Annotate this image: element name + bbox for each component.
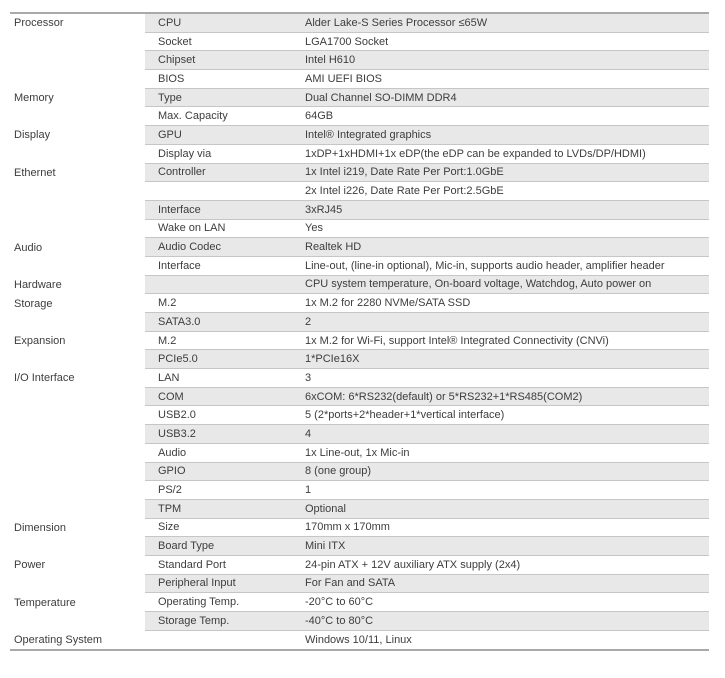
category-cell — [10, 313, 145, 332]
category-cell: Operating System — [10, 631, 145, 650]
category-cell: Memory — [10, 89, 145, 108]
spec-row — [10, 519, 709, 538]
spec-row-striped-area — [145, 575, 709, 594]
sub-item-cell: Standard Port — [158, 558, 226, 571]
spec-row-striped-area — [145, 481, 709, 500]
sub-item-cell: Interface — [158, 259, 201, 272]
spec-row-striped-area — [145, 406, 709, 425]
category-cell: Expansion — [10, 332, 145, 351]
spec-table — [10, 12, 709, 651]
spec-row-striped-area — [145, 51, 709, 70]
sub-item-cell: Board Type — [158, 540, 215, 553]
spec-row — [10, 369, 709, 388]
sub-item-cell: Peripheral Input — [158, 577, 236, 590]
category-cell — [10, 70, 145, 89]
category-cell — [10, 537, 145, 556]
value-cell: Yes — [305, 222, 323, 235]
spec-row-striped-area — [145, 107, 709, 126]
category-cell: Audio — [10, 238, 145, 257]
value-cell: 170mm x 170mm — [305, 521, 390, 534]
sub-item-cell: M.2 — [158, 334, 177, 347]
value-cell: 24-pin ATX + 12V auxiliary ATX supply (2x4) — [305, 558, 521, 571]
category-cell — [10, 406, 145, 425]
category-cell: Dimension — [10, 519, 145, 538]
sub-item-cell: PCIe5.0 — [158, 353, 198, 366]
spec-row — [10, 313, 709, 332]
spec-row-striped-area — [145, 126, 709, 145]
spec-row-striped-area — [145, 369, 709, 388]
spec-row-striped-area — [145, 425, 709, 444]
value-cell: Line-out, (line-in optional), Mic-in, supports audio header, amplifier header — [305, 259, 665, 272]
category-cell — [10, 145, 145, 164]
category-cell — [10, 107, 145, 126]
spec-row — [10, 276, 709, 295]
spec-row-striped-area — [145, 463, 709, 482]
value-cell: -20°C to 60°C — [305, 596, 374, 609]
sub-item-cell: PS/2 — [158, 484, 182, 497]
value-cell: 3 — [305, 371, 312, 384]
spec-row — [10, 332, 709, 351]
sub-item-cell: USB2.0 — [158, 409, 196, 422]
category-cell: Display — [10, 126, 145, 145]
sub-item-cell: Audio Codec — [158, 241, 221, 254]
value-cell: Mini ITX — [305, 540, 346, 553]
sub-item-cell: Display via — [158, 147, 212, 160]
value-cell: 64GB — [305, 110, 334, 123]
sub-item-cell: Audio — [158, 446, 187, 459]
value-cell: CPU system temperature, On-board voltage, Watchdog, Auto power on — [305, 278, 652, 291]
value-cell: Realtek HD — [305, 241, 362, 254]
spec-row-striped-area — [145, 350, 709, 369]
sub-item-cell: BIOS — [158, 72, 185, 85]
category-cell: Temperature — [10, 593, 145, 612]
value-cell: 1x Intel i219, Date Rate Per Port:1.0GbE — [305, 166, 504, 179]
category-cell — [10, 51, 145, 70]
spec-row — [10, 238, 709, 257]
sub-item-cell: Storage Temp. — [158, 614, 230, 627]
spec-row — [10, 425, 709, 444]
value-cell: Intel H610 — [305, 54, 356, 67]
spec-row-striped-area — [145, 238, 709, 257]
spec-row — [10, 51, 709, 70]
value-cell: 1 — [305, 484, 312, 497]
value-cell: 8 (one group) — [305, 465, 372, 478]
value-cell: -40°C to 80°C — [305, 614, 374, 627]
sub-item-cell: Wake on LAN — [158, 222, 226, 235]
spec-row-striped-area — [145, 313, 709, 332]
value-cell: AMI UEFI BIOS — [305, 72, 383, 85]
spec-row — [10, 70, 709, 89]
spec-row-striped-area — [145, 612, 709, 631]
sub-item-cell: GPU — [158, 128, 182, 141]
sub-item-cell: GPIO — [158, 465, 186, 478]
category-cell — [10, 182, 145, 201]
spec-row — [10, 126, 709, 145]
spec-row-striped-area — [145, 519, 709, 538]
category-cell — [10, 500, 145, 519]
sub-item-cell: SATA3.0 — [158, 315, 201, 328]
sub-item-cell: Max. Capacity — [158, 110, 228, 123]
value-cell: LGA1700 Socket — [305, 35, 389, 48]
spec-row — [10, 33, 709, 52]
spec-row-striped-area — [145, 182, 709, 201]
spec-row — [10, 481, 709, 500]
category-cell — [10, 257, 145, 276]
value-cell: Intel® Integrated graphics — [305, 128, 432, 141]
value-cell: Alder Lake-S Series Processor ≤65W — [305, 16, 488, 29]
spec-row — [10, 164, 709, 183]
category-cell — [10, 220, 145, 239]
spec-row-striped-area — [145, 388, 709, 407]
spec-row-striped-area — [145, 33, 709, 52]
spec-row-striped-area — [145, 593, 709, 612]
sub-item-cell: Interface — [158, 203, 201, 216]
spec-row — [10, 294, 709, 313]
spec-row-striped-area — [145, 14, 709, 33]
sub-item-cell: TPM — [158, 502, 182, 515]
spec-row — [10, 257, 709, 276]
category-cell — [10, 481, 145, 500]
spec-row-striped-area — [145, 220, 709, 239]
spec-row — [10, 556, 709, 575]
spec-row-striped-area — [145, 89, 709, 108]
spec-row — [10, 406, 709, 425]
spec-row-striped-area — [145, 276, 709, 295]
sub-item-cell: M.2 — [158, 297, 177, 310]
spec-row — [10, 612, 709, 631]
spec-row — [10, 537, 709, 556]
spec-row — [10, 107, 709, 126]
value-cell: 2x Intel i226, Date Rate Per Port:2.5GbE — [305, 185, 504, 198]
spec-row-striped-area — [145, 145, 709, 164]
sub-item-cell: CPU — [158, 16, 182, 29]
category-cell — [10, 463, 145, 482]
category-cell: Storage — [10, 294, 145, 313]
category-cell: Ethernet — [10, 164, 145, 183]
spec-row-striped-area — [145, 70, 709, 89]
spec-row — [10, 350, 709, 369]
sub-item-cell: Chipset — [158, 54, 196, 67]
sub-item-cell: Controller — [158, 166, 206, 179]
sub-item-cell: Size — [158, 521, 180, 534]
category-cell: Hardware — [10, 276, 145, 295]
spec-row — [10, 14, 709, 33]
value-cell: 4 — [305, 427, 312, 440]
spec-row-striped-area — [145, 537, 709, 556]
sub-item-cell: LAN — [158, 371, 180, 384]
category-cell — [10, 425, 145, 444]
value-cell: 1x Line-out, 1x Mic-in — [305, 446, 410, 459]
sub-item-cell: Type — [158, 91, 182, 104]
category-cell — [10, 388, 145, 407]
spec-row-striped-area — [145, 332, 709, 351]
spec-row — [10, 593, 709, 612]
value-cell: 1x M.2 for Wi-Fi, support Intel® Integrated Connectivity (CNVi) — [305, 334, 609, 347]
spec-row — [10, 145, 709, 164]
value-cell: 3xRJ45 — [305, 203, 343, 216]
spec-row-striped-area — [145, 257, 709, 276]
value-cell: Dual Channel SO-DIMM DDR4 — [305, 91, 457, 104]
sub-item-cell: USB3.2 — [158, 427, 196, 440]
value-cell: 6xCOM: 6*RS232(default) or 5*RS232+1*RS485(COM2) — [305, 390, 583, 403]
value-cell: 1x M.2 for 2280 NVMe/SATA SSD — [305, 297, 471, 310]
category-cell: I/O Interface — [10, 369, 145, 388]
spec-row — [10, 220, 709, 239]
value-cell: Windows 10/11, Linux — [305, 634, 412, 647]
spec-row — [10, 89, 709, 108]
category-cell — [10, 612, 145, 631]
sub-item-cell: Socket — [158, 35, 192, 48]
sub-item-cell: COM — [158, 390, 184, 403]
spec-row-striped-area — [145, 631, 709, 650]
spec-row-striped-area — [145, 556, 709, 575]
value-cell: Optional — [305, 502, 346, 515]
value-cell: 5 (2*ports+2*header+1*vertical interface) — [305, 409, 505, 422]
spec-row — [10, 575, 709, 594]
spec-row — [10, 388, 709, 407]
category-cell — [10, 575, 145, 594]
value-cell: 2 — [305, 315, 312, 328]
spec-row-striped-area — [145, 500, 709, 519]
spec-row-striped-area — [145, 164, 709, 183]
spec-row — [10, 444, 709, 463]
sub-item-cell: Operating Temp. — [158, 596, 240, 609]
value-cell: For Fan and SATA — [305, 577, 396, 590]
category-cell — [10, 350, 145, 369]
spec-row-striped-area — [145, 294, 709, 313]
value-cell: 1*PCIe16X — [305, 353, 360, 366]
spec-row — [10, 201, 709, 220]
category-cell — [10, 444, 145, 463]
category-cell: Processor — [10, 14, 145, 33]
category-cell — [10, 33, 145, 52]
category-cell: Power — [10, 556, 145, 575]
spec-row — [10, 182, 709, 201]
category-cell — [10, 201, 145, 220]
value-cell: 1xDP+1xHDMI+1x eDP(the eDP can be expanded to LVDs/DP/HDMI) — [305, 147, 646, 160]
spec-row-striped-area — [145, 201, 709, 220]
spec-row — [10, 463, 709, 482]
spec-row — [10, 631, 709, 650]
spec-row — [10, 500, 709, 519]
spec-row-striped-area — [145, 444, 709, 463]
